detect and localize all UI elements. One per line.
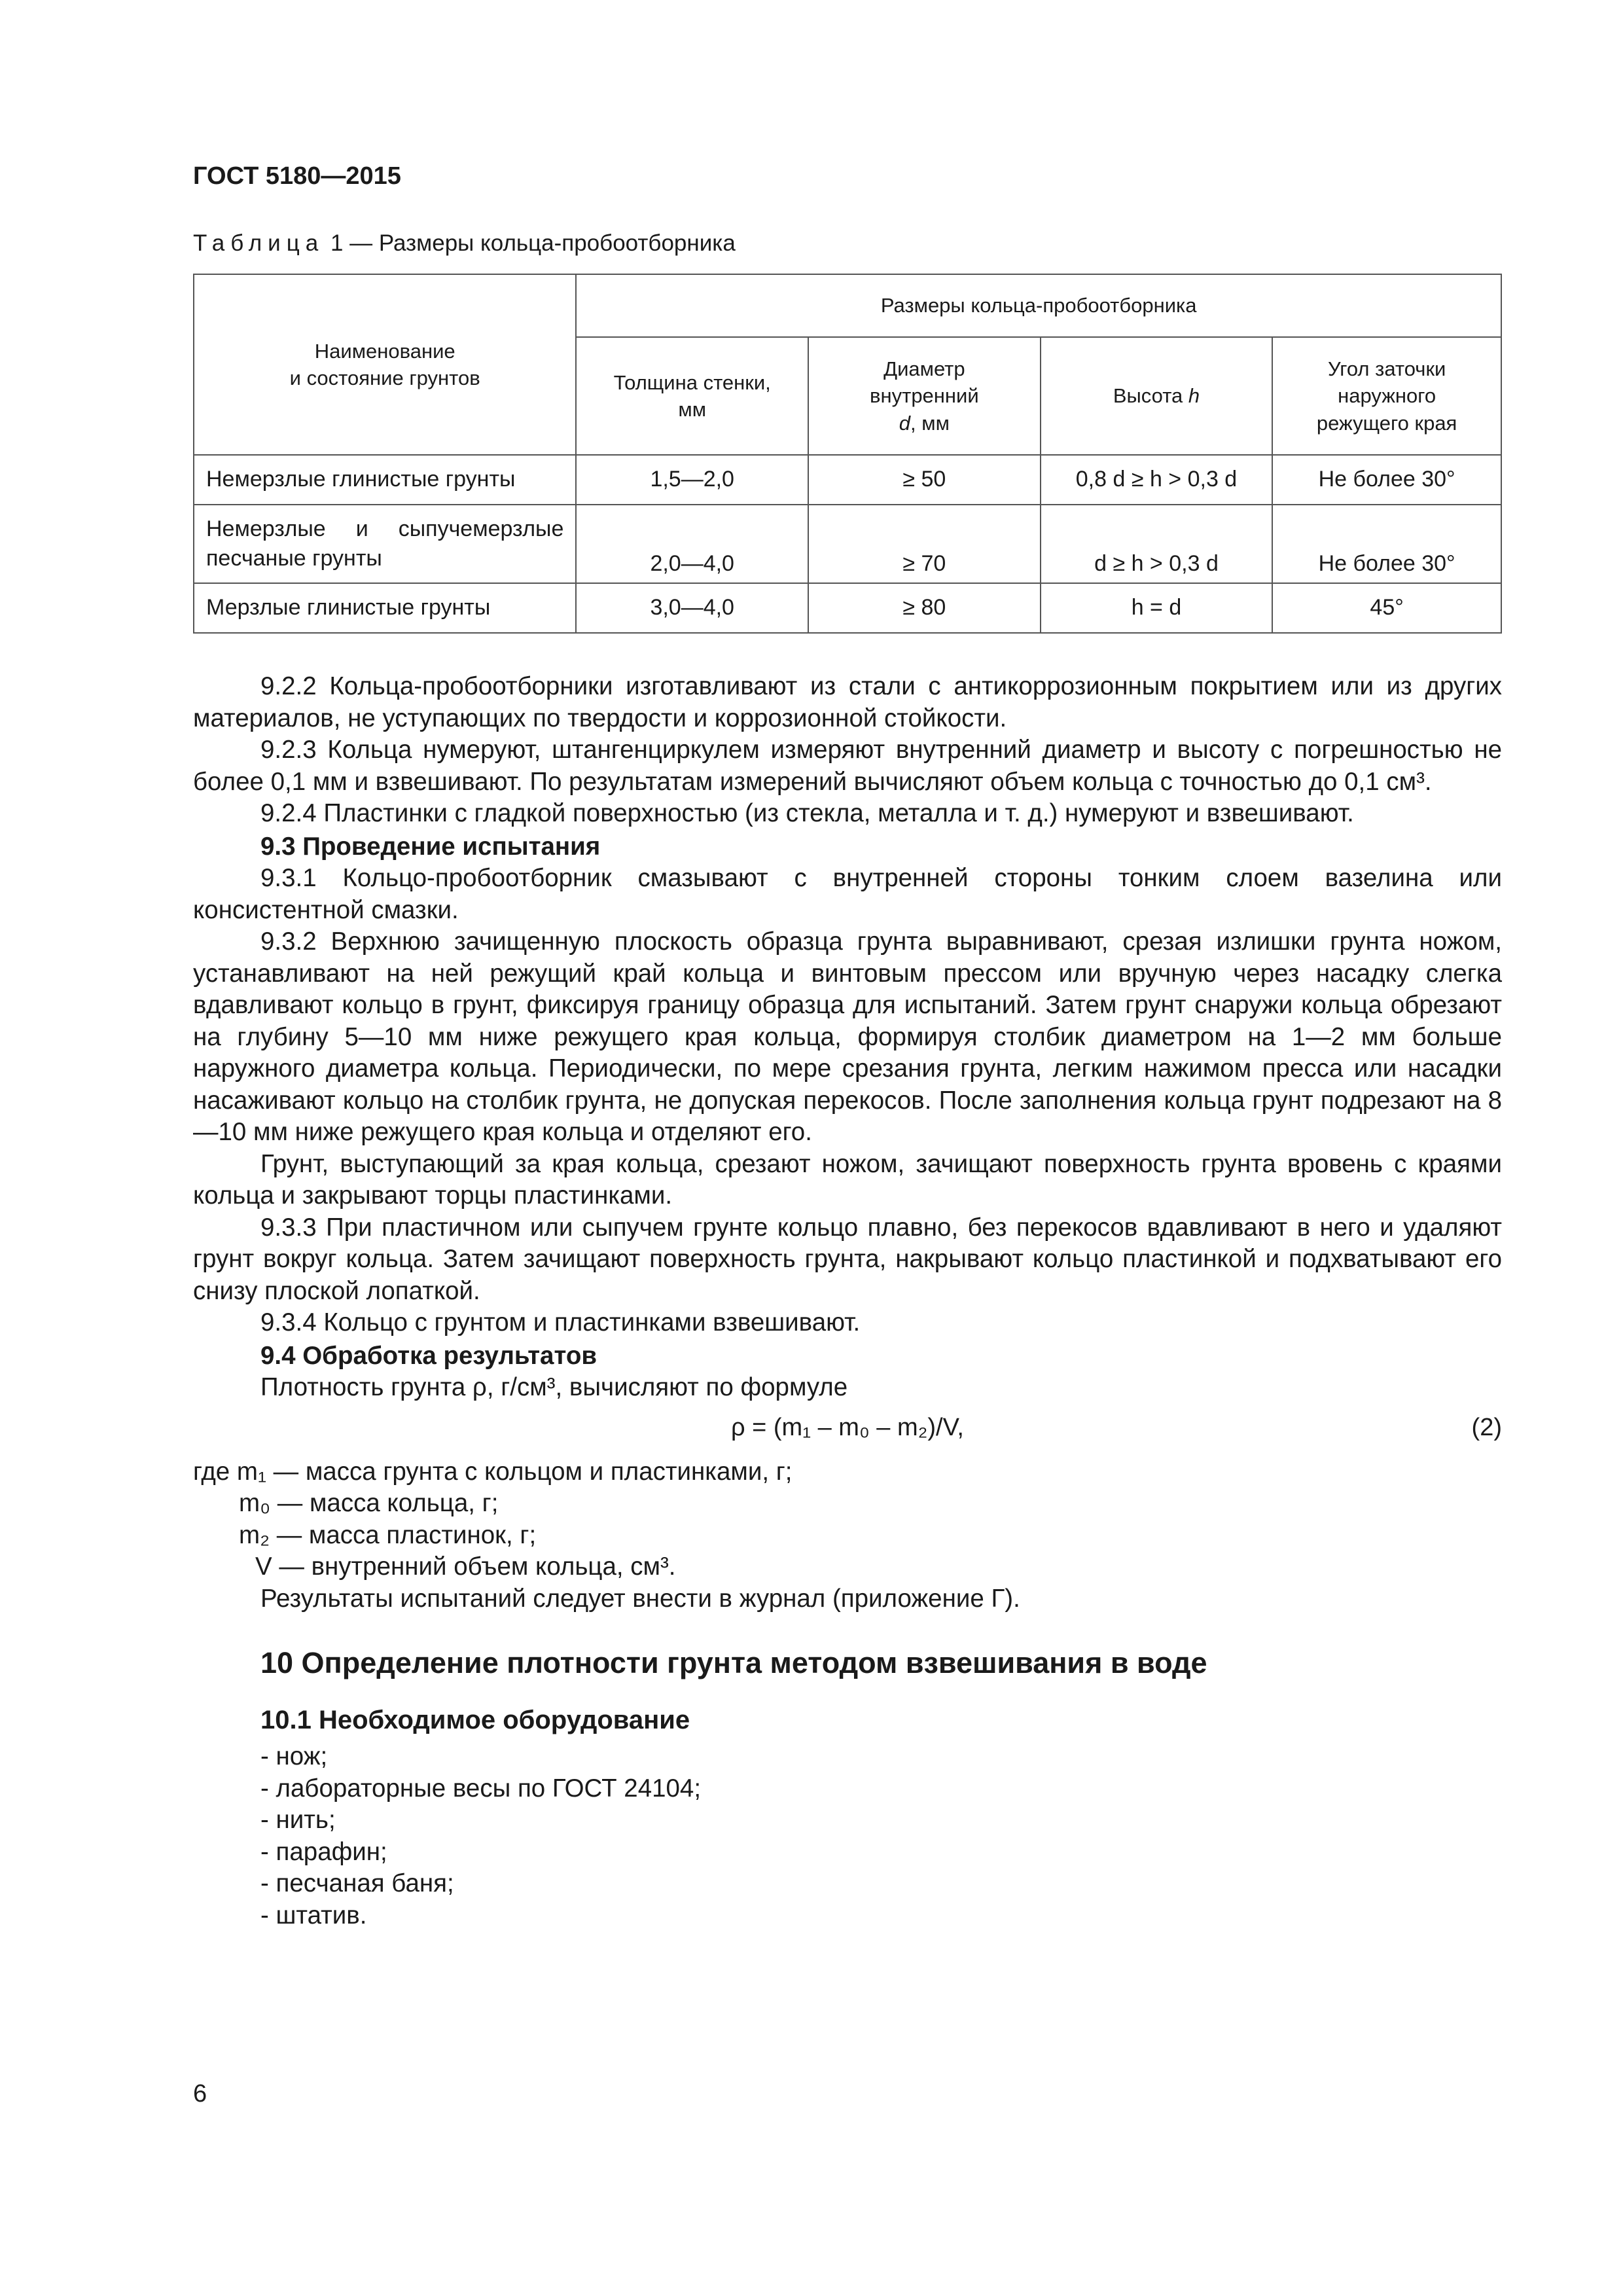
table-cell-height [1041,455,1273,505]
legend-m1: где m₁ — масса грунта с кольцом и пластинками, г; [193,1457,793,1486]
table-header-thickness-line1: Толщина стенки, [613,370,771,394]
table-header-height-text: Высота h [1113,384,1200,408]
table-header-name-line2: и состояние грунтов [289,367,480,389]
table-header-height [1041,337,1273,455]
table-cell-name: Мерзлые глинистые грунты [194,583,576,633]
table-cell-diameter: ≥ 80 [808,583,1041,633]
table-caption [193,230,736,257]
table-cell-angle: 45° [1272,583,1501,633]
formula-block [193,1404,1502,1456]
table-cell-thickness: 1,5—2,0 [576,455,808,505]
document-body [193,671,1502,1931]
table-cell-name: Немерзлые и сыпучемерзлые песчаные грунты [194,505,576,583]
equipment-list [193,1741,1502,1931]
paragraph-9-2-3: 9.2.3 Кольца нумеруют, штангенциркулем измеряют внутренний диаметр и высоту с погрешностью не более 0,1 мм и взвешивают. По результатам измерений вычисляют объем кольца с точностью до 0,1 см³. [193,736,1502,796]
ring-dimensions-table [193,274,1502,634]
section-10-title: 10 Определение плотности грунта методом взвешивания в воде [260,1646,1207,1679]
table-header-angle-line1: Угол заточки [1327,357,1446,381]
table-row [194,505,1501,583]
list-item: - песчаная баня; [260,1869,454,1897]
table-cell-diameter: ≥ 50 [808,455,1041,505]
list-item: - нить; [260,1806,336,1834]
table-header-angle [1272,337,1501,455]
formula-legend [193,1456,1502,1583]
paragraph-9-4: Плотность грунта ρ, г/см³, вычисляют по формуле [260,1373,848,1401]
paragraph-9-3-2: 9.3.2 Верхнюю зачищенную плоскость образца грунта выравнивают, срезая излишки грунта ножом, устанавливают на ней режущий край кольца и винтовым прессом или вручную через насадку слегка вдавливают кольцо в грунт, фиксируя границу образца для испытаний. Затем грунт снаружи кольца обрезают на глубину 5—10 мм ниже режущего края кольца, формируя столбик диаметром на 1—2 мм больше наружного диаметра кольца. Периодически, по мере срезания грунта, легким нажимом пресса или насадки насаживают кольцо на столбик грунта, не допуская перекосов. После заполнения кольца грунт подрезают на 8—10 мм ниже режущего края кольца и отделяют его. [193,927,1502,1146]
density-formula: ρ = (m₁ – m₀ – m₂)/V, [730,1413,964,1441]
page-number: 6 [193,2080,207,2108]
table-cell-name: Немерзлые глинистые грунты [194,455,576,505]
table-row [194,583,1501,633]
table-cell-height-text: 0,8 d ≥ h > 0,3 d [1075,467,1238,492]
table-caption-title: 1 — Размеры кольца-пробоотборника [324,230,736,256]
paragraph-9-2-4: 9.2.4 Пластинки с гладкой поверхностью (из стекла, металла и т. д.) нумеруют и взвешивают. [260,799,1354,827]
paragraph-9-3-4: 9.3.4 Кольцо с грунтом и пластинками взвешивают. [260,1308,861,1336]
heading-9-4: 9.4 Обработка результатов [260,1341,597,1370]
legend-m0: m₀ — масса кольца, г; [239,1489,499,1517]
legend-v: V — внутренний объем кольца, см³. [255,1552,676,1581]
table-cell-height: d ≥ h > 0,3 d [1041,505,1273,583]
paragraph-results-journal: Результаты испытаний следует внести в журнал (приложение Г). [260,1584,1020,1613]
paragraph-9-3-3: 9.3.3 При пластичном или сыпучем грунте кольцо плавно, без перекосов вдавливают в него и удаляют грунт вокруг кольца. Затем зачищают поверхность грунта, накрывают кольцо пластинкой и подхватывают его снизу плоской лопаткой. [193,1213,1502,1305]
table-cell-angle: Не более 30° [1272,455,1501,505]
table-header-angle-line2: наружного [1338,384,1436,408]
heading-9-3: 9.3 Проведение испытания [260,832,601,861]
paragraph-9-3-1: 9.3.1 Кольцо-пробоотборник смазывают с внутренней стороны тонким слоем вазелина или консистентной смазки. [193,864,1502,924]
heading-10-1: 10.1 Необходимое оборудование [260,1705,690,1734]
paragraph-9-3-2-continued: Грунт, выступающий за края кольца, срезают ножом, зачищают поверхность грунта вровень с краями кольца и закрывают торцы пластинками. [193,1149,1502,1210]
table-header-thickness-line2: мм [678,398,707,421]
table-cell-thickness: 3,0—4,0 [576,583,808,633]
table-header-thickness [576,337,808,455]
table-cell-diameter: ≥ 70 [808,505,1041,583]
table-row [194,455,1501,505]
table-header-name-line1: Наименование [314,339,455,363]
table-header-name [194,274,576,455]
table-header-diameter [808,337,1041,455]
table-cell-height: h = d [1041,583,1273,633]
table-header-group: Размеры кольца-пробоотборника [576,274,1501,337]
formula-number: (2) [1471,1413,1502,1441]
table-header-diameter-line3: d, мм [899,411,950,435]
table-cell-angle: Не более 30° [1272,505,1501,583]
list-item: - нож; [260,1742,328,1770]
list-item: - парафин; [260,1837,387,1866]
list-item: - штатив. [260,1901,367,1929]
table-header-diameter-line2: внутренний [870,384,979,408]
table-header-angle-line3: режущего края [1316,411,1457,435]
table-header-diameter-line1: Диаметр [883,357,965,381]
paragraph-9-2-2: 9.2.2 Кольца-пробоотборники изготавливают из стали с антикоррозионным покрытием или из других материалов, не уступающих по твердости и коррозионной стойкости. [193,672,1502,732]
list-item: - лабораторные весы по ГОСТ 24104; [260,1774,702,1803]
document-header: ГОСТ 5180—2015 [193,162,401,190]
table-cell-thickness: 2,0—4,0 [576,505,808,583]
table-caption-prefix: Таблица [193,230,325,256]
legend-m2: m₂ — масса пластинок, г; [239,1520,537,1549]
